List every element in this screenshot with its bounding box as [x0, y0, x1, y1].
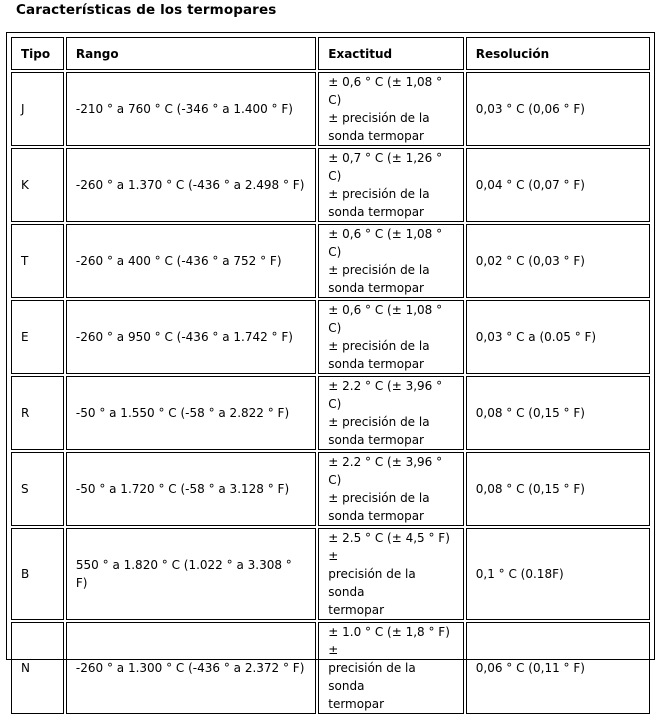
- cell-tipo: T: [11, 224, 64, 298]
- cell-exactitud: [318, 452, 464, 526]
- table-row: [11, 72, 650, 146]
- table-row: [11, 376, 650, 450]
- cell-tipo: R: [11, 376, 64, 450]
- cell-exactitud: [318, 148, 464, 222]
- exactitud-line: ± 1.0 ° C (± 1,8 ° F) ±: [328, 625, 450, 657]
- table-row: [11, 224, 650, 298]
- cell-tipo: J: [11, 72, 64, 146]
- header-tipo: Tipo: [11, 37, 64, 70]
- exactitud-line: precisión de la sonda: [328, 567, 416, 599]
- cell-resolucion: 0,04 ° C (0,07 ° F): [466, 148, 650, 222]
- exactitud-line: sonda termopar: [328, 509, 424, 523]
- table-row: [11, 452, 650, 526]
- cell-exactitud: [318, 300, 464, 374]
- exactitud-line: sonda termopar: [328, 357, 424, 371]
- exactitud-line: ± 2.2 ° C (± 3,96 ° C): [328, 455, 443, 487]
- exactitud-line: ± 2.2 ° C (± 3,96 ° C): [328, 379, 443, 411]
- exactitud-line: ± 0,6 ° C (± 1,08 ° C): [328, 303, 443, 335]
- exactitud-line: termopar: [328, 697, 384, 711]
- cell-rango: -210 ° a 760 ° C (-346 ° a 1.400 ° F): [66, 72, 316, 146]
- cell-resolucion: 0,1 ° C (0.18F): [466, 528, 650, 620]
- cell-resolucion: 0,02 ° C (0,03 ° F): [466, 224, 650, 298]
- exactitud-line: ± precisión de la: [328, 263, 430, 277]
- exactitud-line: ± 0,6 ° C (± 1,08 ° C): [328, 227, 443, 259]
- header-exactitud: Exactitud: [318, 37, 464, 70]
- cell-exactitud: [318, 224, 464, 298]
- exactitud-line: ± 0,6 ° C (± 1,08 ° C): [328, 75, 443, 107]
- exactitud-line: ± precisión de la: [328, 111, 430, 125]
- page-title: Características de los termopares: [16, 2, 277, 18]
- cell-resolucion: 0,08 ° C (0,15 ° F): [466, 376, 650, 450]
- cell-tipo: E: [11, 300, 64, 374]
- cell-rango: -50 ° a 1.720 ° C (-58 ° a 3.128 ° F): [66, 452, 316, 526]
- cell-rango: -260 ° a 1.300 ° C (-436 ° a 2.372 ° F): [66, 622, 316, 714]
- table-frame: [6, 32, 655, 711]
- table-row: [11, 148, 650, 222]
- cell-tipo: K: [11, 148, 64, 222]
- cell-resolucion: 0,06 ° C (0,11 ° F): [466, 622, 650, 714]
- table-row: [11, 300, 650, 374]
- thermocouple-table: [9, 35, 652, 716]
- exactitud-line: sonda termopar: [328, 205, 424, 219]
- exactitud-line: ± precisión de la: [328, 339, 430, 353]
- exactitud-line: ± 2.5 ° C (± 4,5 ° F) ±: [328, 531, 450, 563]
- cell-rango: -260 ° a 1.370 ° C (-436 ° a 2.498 ° F): [66, 148, 316, 222]
- exactitud-line: precisión de la sonda: [328, 661, 416, 693]
- header-resolucion: Resolución: [466, 37, 650, 70]
- exactitud-line: sonda termopar: [328, 433, 424, 447]
- cell-exactitud: [318, 622, 464, 714]
- table-row: [11, 528, 650, 620]
- cell-rango: -260 ° a 400 ° C (-436 ° a 752 ° F): [66, 224, 316, 298]
- table-row: [11, 622, 650, 714]
- exactitud-line: termopar: [328, 603, 384, 617]
- cell-rango: -50 ° a 1.550 ° C (-58 ° a 2.822 ° F): [66, 376, 316, 450]
- cell-tipo: S: [11, 452, 64, 526]
- exactitud-line: sonda termopar: [328, 129, 424, 143]
- cell-exactitud: [318, 72, 464, 146]
- cell-resolucion: 0,08 ° C (0,15 ° F): [466, 452, 650, 526]
- exactitud-line: ± 0,7 ° C (± 1,26 ° C): [328, 151, 443, 183]
- header-rango: Rango: [66, 37, 316, 70]
- cell-resolucion: 0,03 ° C a (0.05 ° F): [466, 300, 650, 374]
- exactitud-line: ± precisión de la: [328, 491, 430, 505]
- table-header-row: [11, 37, 650, 70]
- cell-resolucion: 0,03 ° C (0,06 ° F): [466, 72, 650, 146]
- exactitud-line: ± precisión de la: [328, 415, 430, 429]
- cell-rango: 550 ° a 1.820 ° C (1.022 ° a 3.308 ° F): [66, 528, 316, 620]
- exactitud-line: ± precisión de la: [328, 187, 430, 201]
- exactitud-line: sonda termopar: [328, 281, 424, 295]
- cell-tipo: N: [11, 622, 64, 714]
- cell-exactitud: [318, 376, 464, 450]
- cell-rango: -260 ° a 950 ° C (-436 ° a 1.742 ° F): [66, 300, 316, 374]
- cell-exactitud: [318, 528, 464, 620]
- cell-tipo: B: [11, 528, 64, 620]
